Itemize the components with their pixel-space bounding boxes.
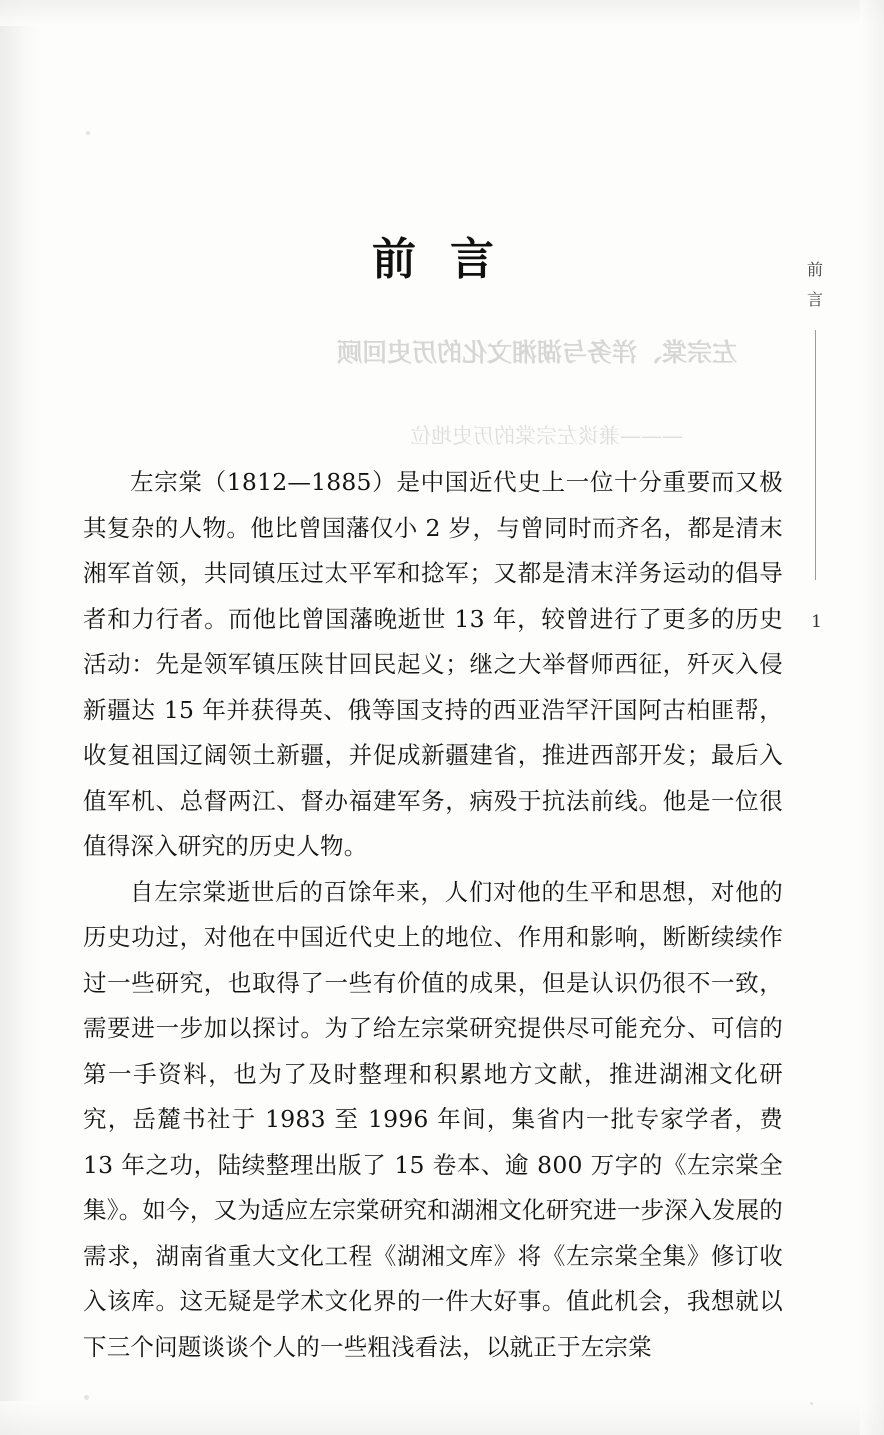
page-edge-shading-top	[0, 0, 884, 26]
reverse-page-showthrough-secondary: ———兼谈左宗棠的历史地位	[410, 424, 683, 448]
paragraph: 自左宗棠逝世后的百馀年来，人们对他的生平和思想，对他的历史功过，对他在中国近代史上的地位、作用和影响，断断续续作过一些研究，也取得了一些有价值的成果，但是认识仍很不一致，需要进一步加以探讨。为了给左宗棠研究提供尽可能充分、可信的第一手资料，也为了及时整理和积累地方文献，推进湖湘文化研究，岳麓书社于 1983 至 1996 年间，集省内一批专家学者，费 13 年之功，陆续整理出版了 15 卷本、逾 800 万字的《左宗棠全集》。如今，又为适应左宗棠研究和湖湘文化研究进一步深入发展的需求，湖南省重大文化工程《湖湘文库》将《左宗棠全集》修订收入该库。这无疑是学术文化界的一件大好事。值此机会，我想就以下三个问题谈谈个人的一些粗浅看法，以就正于左宗棠	[83, 877, 783, 1361]
page-content	[83, 232, 783, 1361]
body-text	[83, 460, 783, 1370]
running-head	[802, 255, 828, 315]
running-head-char: 言	[806, 290, 823, 309]
running-head-char: 前	[806, 260, 823, 279]
page-edge-shading-left	[0, 0, 42, 1435]
page-title: 前言	[372, 234, 528, 285]
paragraph: 左宗棠（1812—1885）是中国近代史上一位十分重要而又极其复杂的人物。他比曾国藩仅小 2 岁，与曾同时而齐名，都是清末湘军首领，共同镇压过太平军和捻军；又都是清末洋务运动的倡导者和力行者。而他比曾国藩晚逝世 13 年，较曾进行了更多的历史活动：先是领军镇压陕甘回民起义；继之大举督师西征，歼灭入侵新疆达 15 年并获得英、俄等国支持的西亚浩罕汗国阿古柏匪帮，收复祖国辽阔领土新疆，并促成新疆建省，推进西部开发；最后入值军机、总督两江、督办福建军务，病殁于抗法前线。他是一位很值得深入研究的历史人物。	[83, 468, 783, 860]
scan-speck	[84, 1395, 89, 1400]
reverse-page-showthrough: 左宗棠、洋务与湖湘文化的历史回顾	[336, 338, 737, 367]
scan-speck	[86, 131, 90, 135]
scan-speck	[810, 1402, 813, 1405]
page-edge-shading-right	[860, 0, 884, 1435]
page-edge-shading-bottom	[0, 1401, 884, 1435]
page-number: 1	[811, 612, 822, 632]
margin-rule	[815, 330, 816, 580]
